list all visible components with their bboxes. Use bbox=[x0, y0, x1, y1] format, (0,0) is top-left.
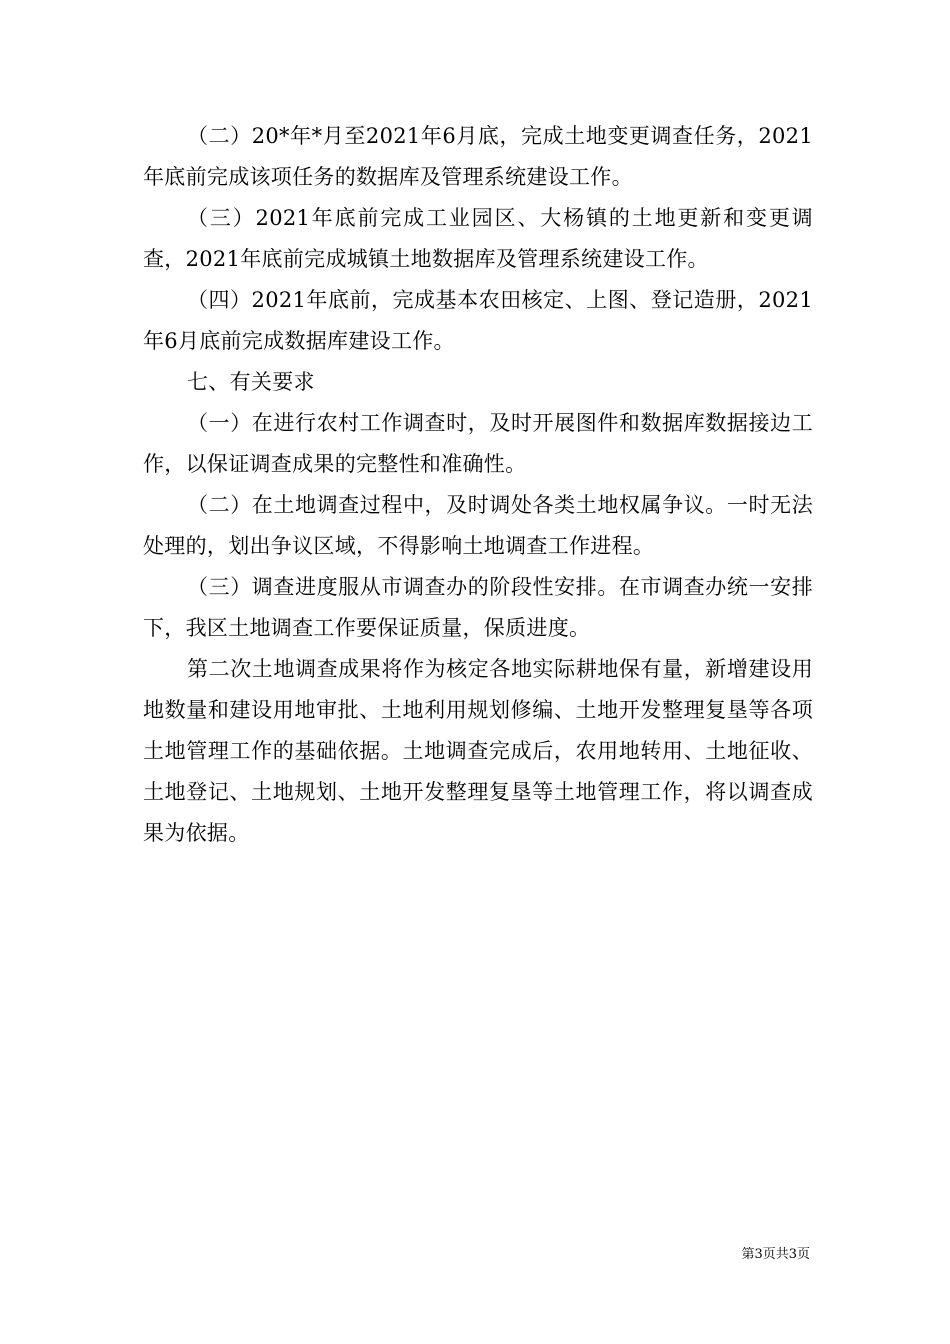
requirement-item-1: （一）在进行农村工作调查时，及时开展图件和数据库数据接边工作，以保证调查成果的完整性和准确性。 bbox=[143, 411, 813, 476]
conclusion-paragraph: 第二次土地调查成果将作为核定各地实际耕地保有量，新增建设用地数量和建设用地审批、土地利用规划修编、土地开发整理复垦等各项土地管理工作的基础依据。土地调查完成后，农用地转用、土地征收、土地登记、土地规划、土地开发整理复垦等土地管理工作，将以调查成果为依据。 bbox=[143, 657, 813, 845]
paragraph-item-4: （四）2021年底前，完成基本农田核定、上图、登记造册，2021年6月底前完成数据库建设工作。 bbox=[143, 288, 813, 353]
page-number-footer: 第3页共3页 bbox=[741, 1247, 810, 1262]
paragraph-item-2: （二）20*年*月至2021年6月底，完成土地变更调查任务，2021年底前完成该项任务的数据库及管理系统建设工作。 bbox=[143, 124, 813, 189]
requirement-item-2: （二）在土地调查过程中，及时调处各类土地权属争议。一时无法处理的，划出争议区域，不得影响土地调查工作进程。 bbox=[143, 493, 813, 558]
document-body bbox=[143, 116, 813, 854]
requirement-item-3: （三）调查进度服从市调查办的阶段性安排。在市调查办统一安排下，我区土地调查工作要保证质量，保质进度。 bbox=[143, 575, 813, 640]
paragraph-item-3: （三）2021年底前完成工业园区、大杨镇的土地更新和变更调查，2021年底前完成城镇土地数据库及管理系统建设工作。 bbox=[143, 206, 813, 271]
section-heading-requirements: 七、有关要求 bbox=[187, 370, 315, 394]
